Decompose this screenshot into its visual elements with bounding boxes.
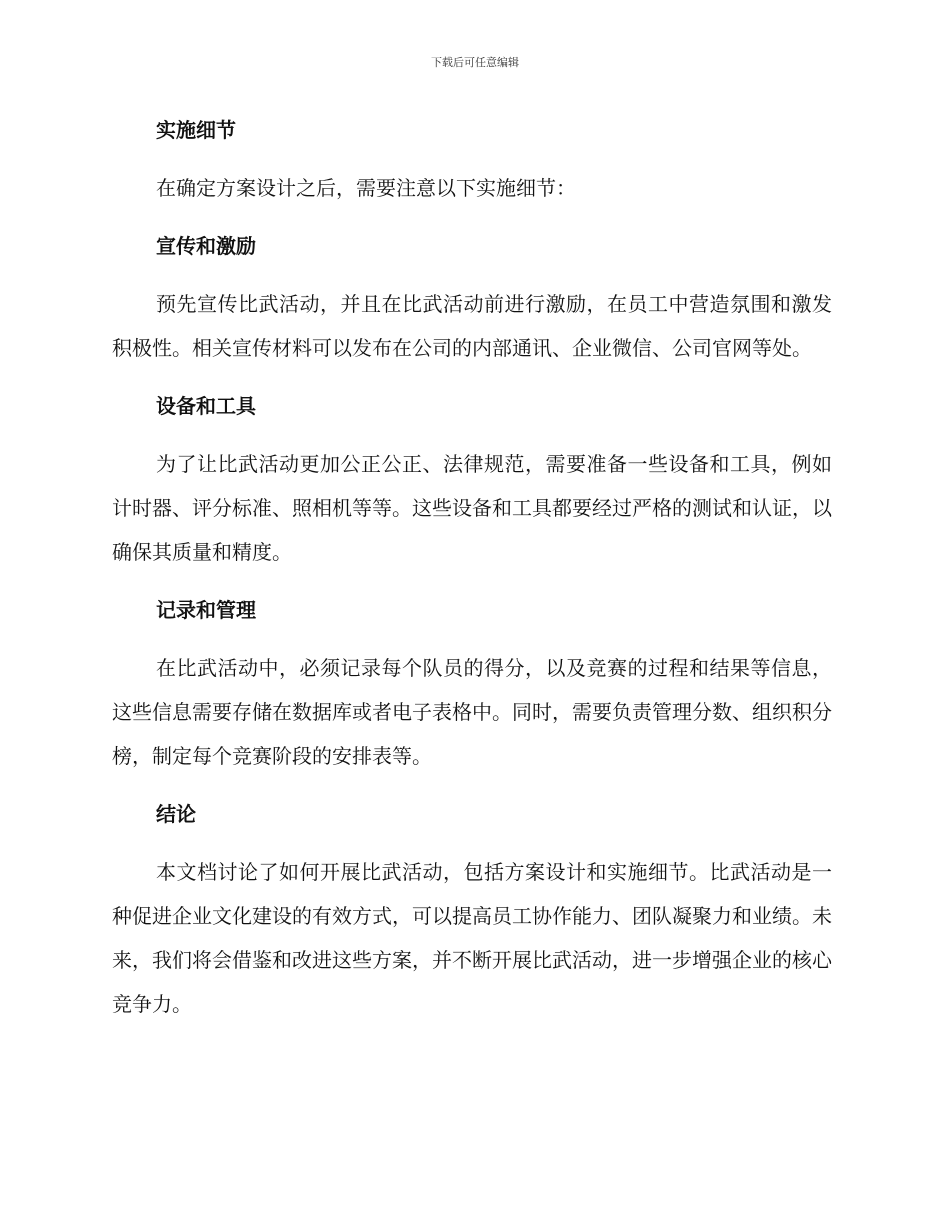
section-heading-records: 记录和管理 bbox=[156, 598, 256, 622]
document-body bbox=[112, 108, 832, 1040]
section-paragraph-equipment: 为了让比武活动更加公正公正、法律规范，需要准备一些设备和工具，例如计时器、评分标准、照相机等等。这些设备和工具都要经过严格的测试和认证，以确保其质量和精度。 bbox=[112, 452, 832, 564]
section-paragraph-records: 在比武活动中，必须记录每个队员的得分，以及竞赛的过程和结果等信息，这些信息需要存储在数据库或者电子表格中。同时，需要负责管理分数、组织积分榜，制定每个竞赛阶段的安排表等。 bbox=[112, 656, 832, 768]
page-header: 下载后可任意编辑 bbox=[431, 56, 519, 69]
section-heading-implementation-details: 实施细节 bbox=[156, 118, 236, 142]
section-paragraph-implementation-details: 在确定方案设计之后，需要注意以下实施细节： bbox=[156, 176, 576, 200]
section-heading-equipment: 设备和工具 bbox=[156, 394, 256, 418]
section-heading-promotion: 宣传和激励 bbox=[156, 234, 256, 258]
section-heading-conclusion: 结论 bbox=[156, 802, 196, 826]
section-paragraph-promotion: 预先宣传比武活动，并且在比武活动前进行激励，在员工中营造氛围和激发积极性。相关宣传材料可以发布在公司的内部通讯、企业微信、公司官网等处。 bbox=[112, 292, 832, 360]
section-paragraph-conclusion: 本文档讨论了如何开展比武活动，包括方案设计和实施细节。比武活动是一种促进企业文化建设的有效方式，可以提高员工协作能力、团队凝聚力和业绩。未来，我们将会借鉴和改进这些方案，并不断开展比武活动，进一步增强企业的核心竞争力。 bbox=[112, 860, 832, 1016]
